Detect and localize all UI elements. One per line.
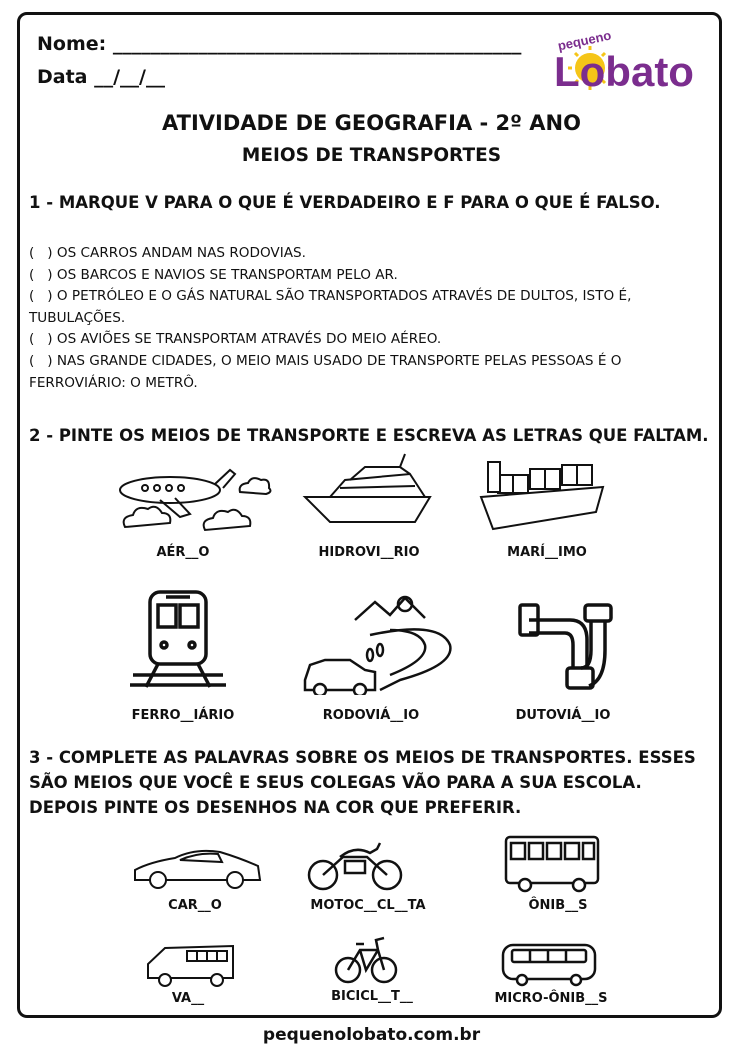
footer-url: pequenolobato.com.br [262,1025,481,1045]
logo-small-text: pequeno [556,27,613,54]
question-3-line: 3 - COMPLETE AS PALAVRAS SOBRE OS MEIOS DE TRANSPORTES. ESSES [29,748,696,767]
logo-big-text: Lobato [554,48,694,94]
page-subtitle: MEIOS DE TRANSPORTES [241,145,502,166]
airplane-icon [105,462,275,542]
road-icon [300,590,460,695]
label-rodoviario: RODOVIÁ__IO [322,708,420,723]
list-item: ( ) O PETRÓLEO E O GÁS NATURAL SÃO TRANSPORTADOS ATRAVÉS DE DULTOS, ISTO É, TUBULAÇÕES. [29,288,636,326]
label-ferroviario: FERRO__IÁRIO [131,708,235,723]
label-maritimo: MARÍ__IMO [507,545,587,560]
question-1-prompt: 1 - MARQUE V PARA O QUE É VERDADEIRO E F PARA O QUE É FALSO. [29,193,661,212]
minibus-icon [500,942,598,987]
bus-icon [503,833,601,893]
page-title: ATIVIDADE DE GEOGRAFIA - 2º ANO [162,111,581,135]
cargo-ship-icon [478,457,608,532]
label-dutoviario: DUTOVIÁ__IO [515,708,611,723]
label-van: VA__ [171,991,205,1006]
yacht-icon [300,452,440,527]
label-onibus: ÔNIB__S [528,898,588,913]
label-micro-onibus: MICRO-ÔNIB__S [494,991,608,1006]
date-field-label: Data __/__/__ [37,66,165,88]
van-icon [145,940,237,988]
label-aereo: AÉR__O [156,545,210,560]
pipe-icon [515,600,615,695]
question-3-line: DEPOIS PINTE OS DESENHOS NA COR QUE PREFERIR. [29,798,522,817]
label-motocicleta: MOTOC__CL__TA [310,898,426,913]
list-item: ( ) OS AVIÕES SE TRANSPORTAM ATRAVÉS DO MEIO AÉREO. [29,331,442,348]
list-item: ( ) OS CARROS ANDAM NAS RODOVIAS. [29,245,306,261]
motorcycle-icon [305,835,405,893]
train-icon [128,587,228,692]
label-hidroviario: HIDROVI__RIO [318,545,420,560]
name-field-label: Nome: ___________________________________________ [37,33,522,55]
label-carro: CAR__O [168,898,222,913]
question-3-prompt [29,745,696,820]
label-bicicleta: BICICL__T__ [331,989,413,1004]
car-icon [130,842,265,892]
question-1-list [29,243,719,394]
logo [550,24,720,94]
list-item: ( ) NAS GRANDE CIDADES, O MEIO MAIS USADO DE TRANSPORTE PELAS PESSOAS É O FERROVIÁRIO: O METRÔ. [29,352,626,391]
question-3-line: SÃO MEIOS QUE VOCÊ E SEUS COLEGAS VÃO PARA A SUA ESCOLA. [29,773,642,792]
bicycle-icon [334,932,398,986]
list-item: ( ) OS BARCOS E NAVIOS SE TRANSPORTAM PELO AR. [29,266,398,283]
question-2-prompt: 2 - PINTE OS MEIOS DE TRANSPORTE E ESCREVA AS LETRAS QUE FALTAM. [29,426,709,445]
